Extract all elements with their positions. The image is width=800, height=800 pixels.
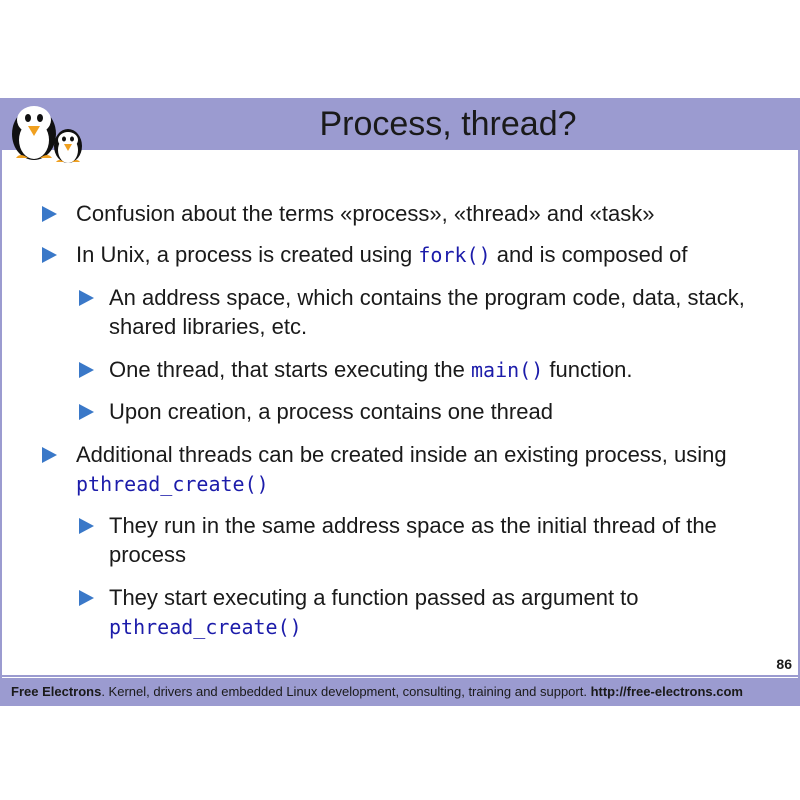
bullet-additional-threads: Additional threads can be created inside an existing process, using pthread_create()	[76, 440, 736, 499]
bullet-arrow-icon	[42, 206, 57, 222]
bullet-arrow-icon	[79, 290, 94, 306]
code-pthread-create-2: pthread_create()	[109, 615, 302, 639]
footer-url-link[interactable]: http://free-electrons.com	[590, 684, 743, 699]
code-fork: fork()	[418, 243, 491, 267]
bullet-arrow-icon	[79, 362, 94, 378]
page-title: Process, thread?	[319, 105, 577, 143]
sub-bullet-address-space: An address space, which contains the program code, data, stack, shared libraries, etc.	[109, 283, 749, 341]
frame-border-bottom	[0, 675, 800, 677]
footer-text	[11, 678, 743, 706]
sub-bullet-start-executing: They start executing a function passed as argument to pthread_create()	[109, 583, 729, 642]
sub-bullet-upon-creation: Upon creation, a process contains one thread	[109, 397, 779, 426]
sub-bullet-same-address-space: They run in the same address space as the initial thread of the process	[109, 511, 749, 569]
bullet-arrow-icon	[79, 518, 94, 534]
slide	[0, 98, 800, 706]
code-main: main()	[471, 358, 544, 382]
footer-bar	[0, 678, 800, 706]
footer-brand: Free Electrons	[11, 684, 102, 699]
sub-bullet-one-thread: One thread, that starts executing the main() function.	[109, 355, 779, 385]
bullet-arrow-icon	[79, 590, 94, 606]
code-pthread-create: pthread_create()	[76, 472, 269, 496]
bullet-arrow-icon	[79, 404, 94, 420]
bullet-arrow-icon	[42, 447, 57, 463]
bullet-unix-process: In Unix, a process is created using fork() and is composed of	[76, 240, 776, 270]
bullet-terms: Confusion about the terms «process», «thread» and «task»	[76, 199, 776, 228]
bullet-arrow-icon	[42, 247, 57, 263]
footer-tagline: . Kernel, drivers and embedded Linux development, consulting, training and support.	[101, 684, 591, 699]
slide-content	[0, 98, 800, 675]
page-number: 86	[776, 656, 792, 672]
